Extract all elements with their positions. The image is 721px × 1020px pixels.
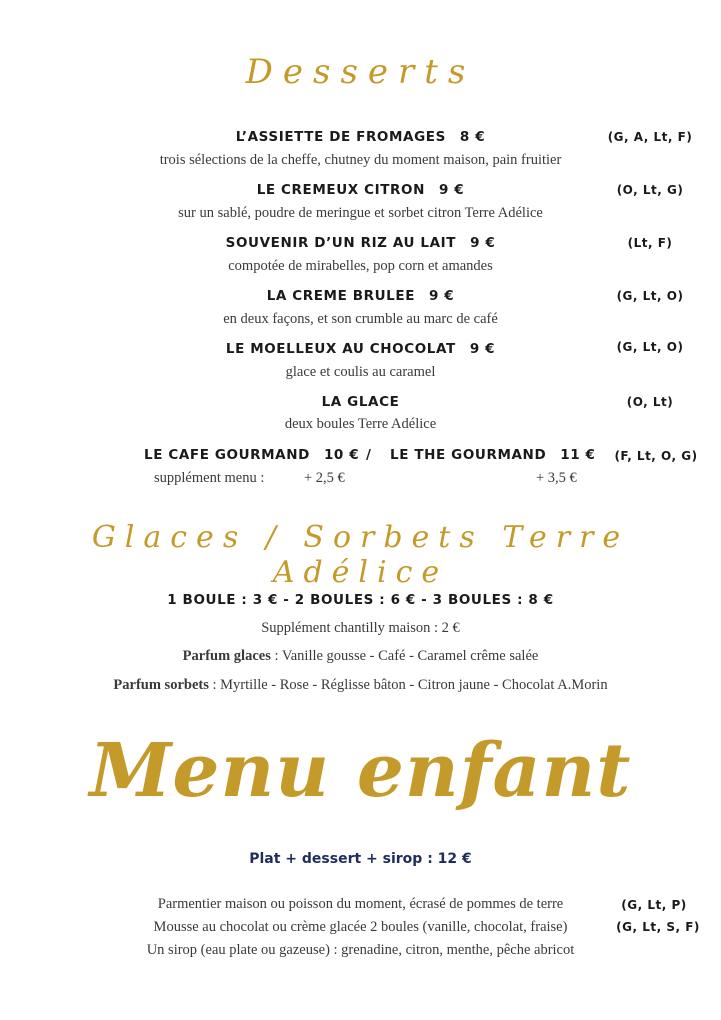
dessert-description: trois sélections de la cheffe, chutney du moment maison, pain fruitier xyxy=(159,152,562,168)
the-gourmand-price: 11 € xyxy=(560,447,596,463)
dessert-name: SOUVENIR D’UN RIZ AU LAIT xyxy=(225,235,457,251)
dessert-allergens: (G, Lt, O) xyxy=(616,289,684,303)
cafe-gourmand-price: 10 € xyxy=(323,447,360,463)
dessert-price: 9 € xyxy=(470,235,496,251)
dessert-name: LE MOELLEUX AU CHOCOLAT xyxy=(225,341,456,357)
dessert-allergens: (G, A, Lt, F) xyxy=(607,130,693,144)
dessert-description: deux boules Terre Adélice xyxy=(284,416,437,432)
enfant-line: Parmentier maison ou poisson du moment, écrasé de pommes de terre xyxy=(157,896,564,912)
enfant-line: Mousse au chocolat ou crème glacée 2 boules (vanille, chocolat, fraise) xyxy=(153,919,568,935)
chantilly-supplement: Supplément chantilly maison : 2 € xyxy=(261,620,460,636)
dessert-description: compotée de mirabelles, pop corn et amandes xyxy=(228,258,493,274)
parfum-glaces-label: Parfum glaces xyxy=(182,648,271,664)
parfum-glaces xyxy=(0,648,721,665)
dessert-allergens: (O, Lt) xyxy=(626,395,674,409)
gourmand-separator: / xyxy=(366,447,372,463)
the-gourmand-name: LE THE GOURMAND xyxy=(390,447,547,463)
dessert-price: 9 € xyxy=(439,182,465,198)
dessert-allergens: (G, Lt, O) xyxy=(616,340,684,354)
parfum-sorbets xyxy=(0,677,721,694)
dessert-name: LA CREME BRULEE xyxy=(266,288,416,304)
dessert-price: 8 € xyxy=(459,129,486,145)
menu-enfant-formula: Plat + dessert + sirop : 12 € xyxy=(249,851,472,867)
supplement-cafe: + 2,5 € xyxy=(304,470,345,486)
desserts-title: Desserts xyxy=(245,52,476,92)
parfum-sorbets-value: : Myrtille - Rose - Réglisse bâton - Citron jaune - Chocolat A.Morin xyxy=(208,677,608,693)
glaces-title: Glaces / Sorbets Terre Adélice xyxy=(91,520,630,590)
cafe-gourmand xyxy=(144,447,359,463)
menu-enfant-title: Menu enfant xyxy=(89,728,632,814)
dessert-name: LE CREMEUX CITRON xyxy=(256,182,425,198)
cafe-gourmand-name: LE CAFE GOURMAND xyxy=(144,447,310,463)
dessert-description: en deux façons, et son crumble au marc de café xyxy=(223,311,498,327)
dessert-allergens: (Lt, F) xyxy=(627,236,673,250)
dessert-description: sur un sablé, poudre de meringue et sorbet citron Terre Adélice xyxy=(178,205,543,221)
dessert-description: glace et coulis au caramel xyxy=(285,364,436,380)
enfant-allergens: (G, Lt, P) xyxy=(621,898,687,912)
supplement-label: supplément menu : xyxy=(154,470,265,486)
enfant-allergens: (G, Lt, S, F) xyxy=(616,920,700,934)
parfum-sorbets-label: Parfum sorbets xyxy=(113,677,209,693)
dessert-name: L’ASSIETTE DE FROMAGES xyxy=(235,129,446,145)
dessert-price: 9 € xyxy=(469,341,496,357)
glaces-prices: 1 BOULE : 3 € - 2 BOULES : 6 € - 3 BOULES : 8 € xyxy=(167,592,554,608)
supplement-the: + 3,5 € xyxy=(536,470,577,486)
gourmand-allergens: (F, Lt, O, G) xyxy=(614,449,698,463)
dessert-allergens: (O, Lt, G) xyxy=(616,183,684,197)
parfum-glaces-value: : Vanille gousse - Café - Caramel crême salée xyxy=(270,648,539,664)
the-gourmand xyxy=(390,447,596,463)
dessert-name: LA GLACE xyxy=(321,394,400,410)
enfant-line: Un sirop (eau plate ou gazeuse) : grenadine, citron, menthe, pêche abricot xyxy=(146,942,575,958)
dessert-price: 9 € xyxy=(429,288,455,304)
